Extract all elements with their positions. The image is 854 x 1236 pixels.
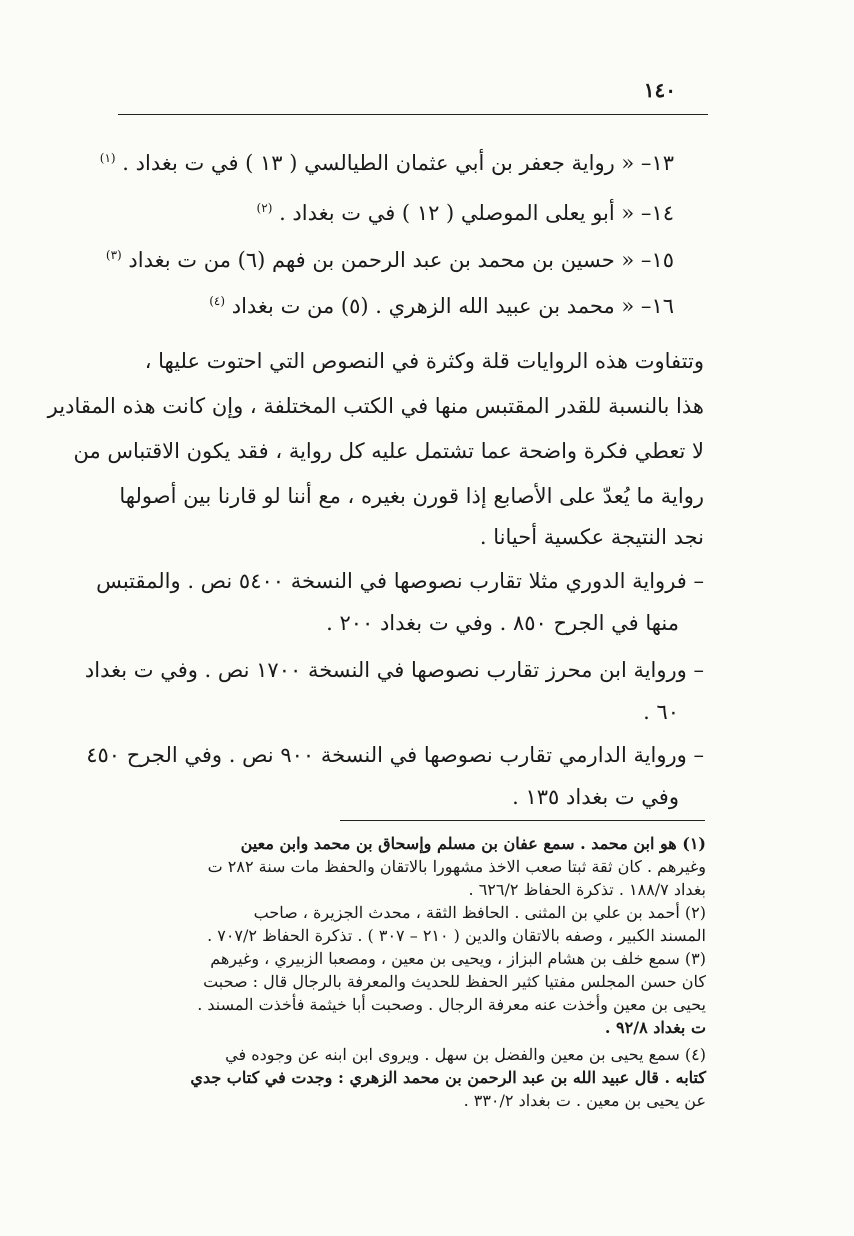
paragraph-line: وتتفاوت هذه الروايات قلة وكثرة في النصوص التي احتوت عليها ، — [144, 349, 704, 373]
paragraph-line: نجد النتيجة عكسية أحيانا . — [479, 525, 704, 549]
footnote-line: كان حسن المجلس مفتيا كثير الحفظ للحديث والمعرفة بالرجال قال : صحبت — [203, 972, 706, 991]
narration-item — [99, 143, 674, 178]
narration-text: ١٥– « حسين بن محمد بن عبد الرحمن بن فهم (٦) من ت بغداد — [128, 248, 674, 272]
narration-item — [114, 193, 674, 228]
bullet-line: – ورواية ابن محرز تقارب نصوصها في النسخة ١٧٠٠ نص . وفي ت بغداد — [84, 658, 704, 682]
paragraph-line: لا تعطي فكرة واضحة عما تشتمل عليه كل رواية ، فقد يكون الاقتباس من — [73, 439, 704, 463]
bullet-line: منها في الجرح ٨٥٠ . وفي ت بغداد ٢٠٠ . — [326, 611, 679, 635]
footnote-line: (١) هو ابن محمد . سمع عفان بن مسلم وإسحاق بن محمد وابن معين — [240, 834, 706, 853]
narration-text: ١٦– « محمد بن عبيد الله الزهري . (٥) من ت بغداد — [231, 294, 674, 318]
paragraph-line: هذا بالنسبة للقدر المقتبس منها في الكتب المختلفة ، وإن كانت هذه المقادير — [47, 394, 704, 418]
bullet-line: وفي ت بغداد ١٣٥ . — [512, 785, 679, 809]
footnote-ref[interactable]: (٢) — [256, 201, 273, 215]
narration-text: ١٣– « رواية جعفر بن أبي عثمان الطيالسي ( ١٣ ) في ت بغداد . — [122, 151, 674, 175]
footnote-line: (٢) أحمد بن علي بن المثنى . الحافظ الثقة ، محدث الجزيرة ، صاحب — [253, 903, 706, 922]
footnote-ref[interactable]: (٤) — [209, 294, 226, 308]
footnote-line: كتابه . قال عبيد الله بن عبد الرحمن بن محمد الزهري : وجدت في كتاب جدي — [190, 1068, 706, 1087]
footnote-rule — [340, 820, 705, 821]
page-number: ١٤٠ — [643, 78, 676, 102]
footnote-line: بغداد ١٨٨/٧ . تذكرة الحفاظ ٦٢٦/٢ . — [468, 880, 706, 899]
narration-text: ١٤– « أبو يعلى الموصلي ( ١٢ ) في ت بغداد . — [279, 201, 674, 225]
footnote-line: عن يحيى بن معين . ت بغداد ٣٣٠/٢ . — [463, 1091, 706, 1110]
narration-item — [114, 286, 674, 321]
footnote-line: يحيى بن معين وأخذت عنه معرفة الرجال . وصحبت أبا خيثمة فأخذت المسند . — [197, 995, 706, 1014]
narration-item — [105, 240, 674, 275]
footnote-ref[interactable]: (٣) — [105, 248, 122, 262]
bullet-line: – ورواية الدارمي تقارب نصوصها في النسخة ٩٠٠ نص . وفي الجرح ٤٥٠ — [86, 743, 704, 767]
footnote-line: (٤) سمع يحيى بن معين والفضل بن سهل . ويروى ابن ابنه عن وجوده في — [225, 1045, 706, 1064]
footnote-line: المسند الكبير ، وصفه بالاتقان والدين ( ٢١٠ – ٣٠٧ ) . تذكرة الحفاظ ٧٠٧/٢ . — [207, 926, 706, 945]
footnote-line: وغيرهم . كان ثقة ثبتا صعب الاخذ مشهورا بالاتقان والحفظ مات سنة ٢٨٢ ت — [207, 857, 706, 876]
header-rule — [118, 114, 708, 115]
footnote-line: ت بغداد ٩٢/٨ . — [604, 1018, 706, 1037]
paragraph-line: رواية ما يُعدّ على الأصابع إذا قورن بغيره ، مع أننا لو قارنا بين أصولها — [119, 484, 704, 508]
bullet-line: ٦٠ . — [643, 700, 679, 724]
footnote-line: (٣) سمع خلف بن هشام البزاز ، ويحيى بن معين ، ومصعبا الزبيري ، وغيرهم — [210, 949, 706, 968]
footnote-ref[interactable]: (١) — [99, 151, 116, 165]
bullet-line: – فرواية الدوري مثلا تقارب نصوصها في النسخة ٥٤٠٠ نص . والمقتبس — [96, 569, 704, 593]
